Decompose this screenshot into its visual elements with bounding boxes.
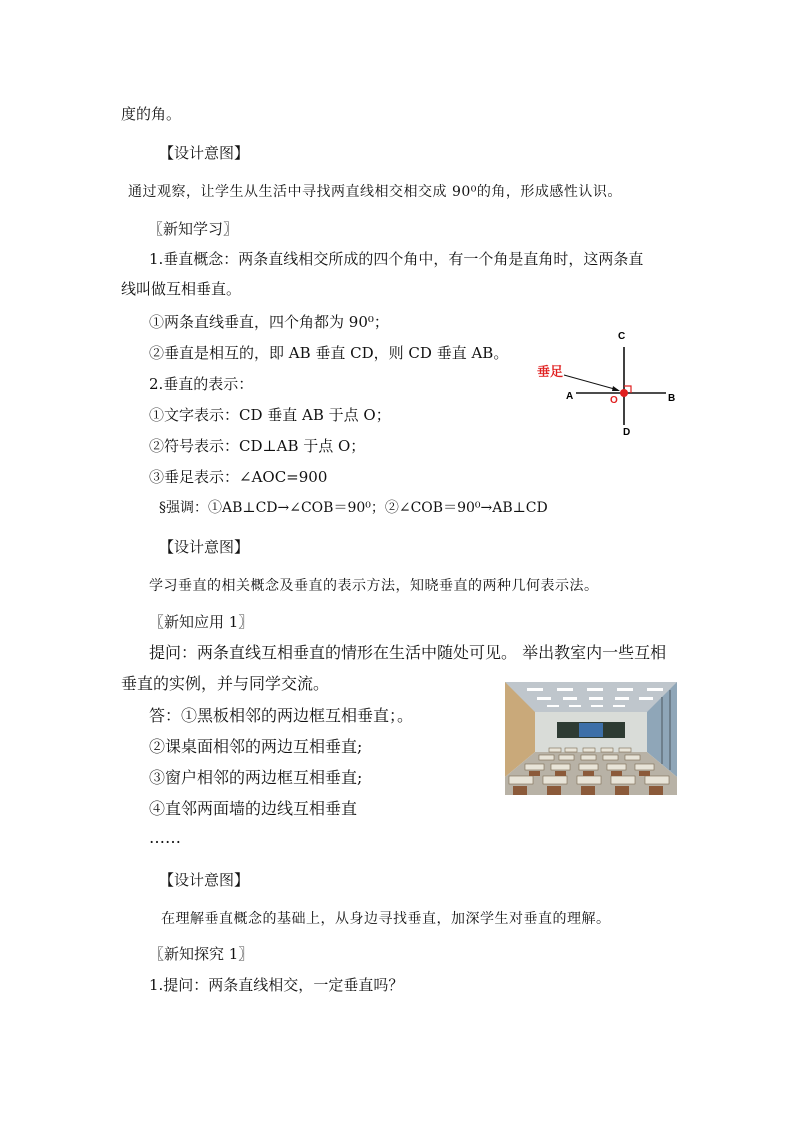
label-o: O [610, 395, 618, 406]
text-line: 通过观察，让学生从生活中寻找两直线相交相交成 90⁰的角，形成感性认识。 [128, 184, 622, 200]
text-line: 学习垂直的相关概念及垂直的表示方法，知晓垂直的两种几何表示法。 [149, 578, 599, 594]
label-b: B [668, 393, 676, 404]
text-line: ②符号表示：CD⊥AB 于点 O； [149, 437, 366, 455]
text-line: ③垂足表示：∠AOC=900 [149, 468, 328, 486]
section-heading: 〖新知学习〗 [148, 220, 239, 238]
text-line: 垂直的实例，并与同学交流。 [121, 674, 330, 693]
design-intent-heading: 【设计意图】 [159, 538, 250, 556]
perpendicular-diagram [530, 325, 690, 440]
design-intent-heading: 【设计意图】 [159, 871, 250, 889]
text-line: 答：①黑板相邻的两边框互相垂直；。 [149, 706, 414, 725]
label-foot: 垂足 [537, 365, 564, 380]
text-line: ④直邻两面墙的边线互相垂直 [149, 799, 358, 818]
classroom-photo [505, 682, 677, 795]
text-line: ②垂直是相互的，即 AB 垂直 CD，则 CD 垂直 AB。 [149, 344, 509, 362]
text-line: ①文字表示：CD 垂直 AB 于点 O； [149, 406, 391, 424]
text-line: §强调：①AB⊥CD→∠COB＝90⁰；②∠COB＝90⁰→AB⊥CD [159, 500, 548, 516]
point-o [620, 389, 628, 397]
text-line: 2.垂直的表示： [149, 375, 254, 393]
section-heading: 〖新知探究 1〗 [149, 945, 254, 963]
text-line: …… [149, 828, 181, 847]
label-c: C [618, 331, 626, 342]
text-line: 线叫做互相垂直。 [121, 280, 242, 298]
foot-pointer [564, 375, 618, 390]
text-line: 1.垂直概念：两条直线相交所成的四个角中，有一个角是直角时，这两条直 [149, 250, 644, 268]
text-line: 在理解垂直概念的基础上，从身边寻找垂直，加深学生对垂直的理解。 [161, 911, 611, 927]
text-line: 度的角。 [121, 105, 182, 123]
design-intent-heading: 【设计意图】 [159, 144, 250, 162]
text-line: 1.提问：两条直线相交，一定垂直吗？ [149, 976, 404, 994]
arrow-head [612, 386, 620, 391]
label-d: D [623, 427, 631, 438]
text-line: 提问：两条直线互相垂直的情形在生活中随处可见。 举出教室内一些互相 [149, 643, 667, 662]
text-line: ③窗户相邻的两边框互相垂直; [149, 768, 363, 787]
text-line: ①两条直线垂直，四个角都为 90⁰； [149, 313, 389, 331]
section-heading: 〖新知应用 1〗 [149, 613, 254, 631]
label-a: A [566, 391, 574, 402]
text-line: ②课桌面相邻的两边互相垂直; [149, 737, 363, 756]
